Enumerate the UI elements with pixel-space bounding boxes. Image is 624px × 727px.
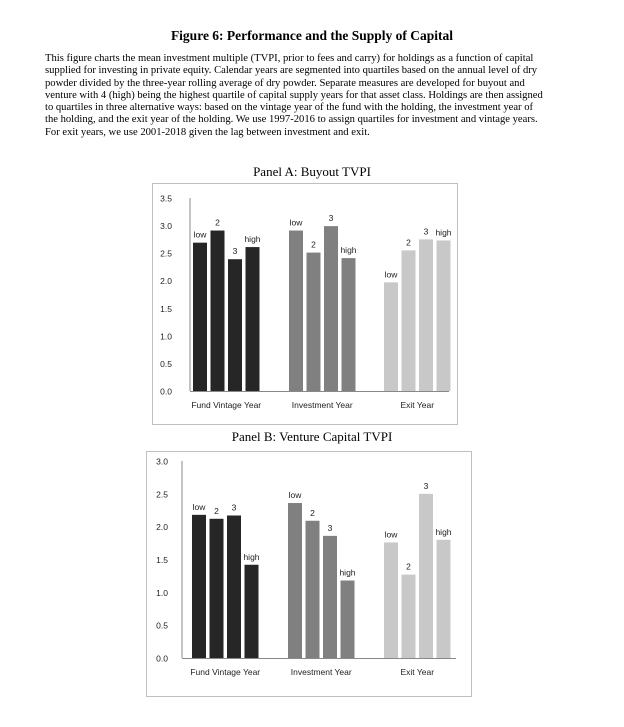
bar-exit-year-low — [384, 282, 398, 391]
x-category-label: Fund Vintage Year — [191, 400, 262, 410]
caption-line: venture with 4 (high) being the highest quartile of capital supply years for that asset class. Holdings are then assigned — [45, 89, 543, 101]
bar-exit-year-2 — [402, 250, 416, 391]
bar-fund-vintage-year-3 — [227, 516, 241, 658]
bar-data-label: low — [193, 229, 207, 240]
bar-investment-year-2 — [307, 253, 321, 391]
y-tick-label: 2.5 — [160, 248, 172, 259]
bar-data-label: low — [289, 217, 303, 228]
y-tick-label: 1.5 — [156, 555, 168, 565]
bar-fund-vintage-year-2 — [210, 519, 224, 658]
bar-data-label: 3 — [232, 246, 238, 257]
bar-investment-year-low — [289, 231, 303, 391]
bar-fund-vintage-year-high — [246, 247, 260, 391]
bar-data-label: high — [340, 245, 357, 256]
bar-investment-year-3 — [323, 536, 337, 658]
bar-data-label: high — [243, 551, 260, 562]
bar-data-label: 3 — [423, 226, 429, 237]
caption-line: For exit years, we use 2001-2018 given the lag between investment and exit. — [45, 126, 370, 138]
y-tick-label: 0.5 — [160, 358, 172, 369]
y-tick-label: 0.0 — [156, 653, 168, 664]
caption-line: the holding, and the exit year of the holding. We use 1997-2016 to assign quartiles for investment and vintage years. — [45, 114, 538, 126]
bar-data-label: 2 — [406, 561, 411, 572]
buyout-tvpi-chart — [0, 183, 624, 425]
x-category-label: Exit Year — [400, 667, 435, 677]
figure-caption — [45, 53, 593, 139]
bar-fund-vintage-year-3 — [228, 259, 242, 391]
caption-line: powder divided by the three-year rolling average of dry powder. Separate measures are developed for buyout and — [45, 77, 525, 89]
bar-exit-year-low — [384, 542, 398, 658]
y-tick-label: 2.0 — [160, 276, 172, 287]
caption-line: This figure charts the mean investment multiple (TVPI, prior to fees and carry) for holdings as a function of capital — [45, 53, 534, 64]
bar-fund-vintage-year-high — [245, 565, 259, 658]
bar-investment-year-high — [341, 581, 355, 658]
bar-data-label: 3 — [231, 502, 237, 513]
bar-data-label: low — [288, 490, 302, 501]
bar-exit-year-high — [437, 540, 451, 658]
x-category-label: Exit Year — [400, 400, 435, 410]
panel-b-title: Panel B: Venture Capital TVPI — [231, 429, 393, 444]
bar-data-label: 2 — [214, 505, 219, 516]
venture-capital-tvpi-chart — [0, 449, 624, 699]
caption-line: to quartiles in three alternative ways: based on the vintage year of the fund with the holding, the investment year of — [45, 102, 534, 114]
bar-data-label: 2 — [406, 237, 411, 248]
bar-investment-year-high — [342, 258, 356, 391]
bar-fund-vintage-year-2 — [211, 231, 225, 391]
bar-data-label: high — [435, 526, 452, 537]
bar-data-label: low — [384, 529, 398, 540]
y-tick-label: 0.0 — [160, 386, 172, 397]
y-tick-label: 2.5 — [156, 489, 168, 500]
bar-investment-year-3 — [324, 226, 338, 391]
y-tick-label: 1.0 — [160, 331, 172, 342]
bar-data-label: high — [435, 227, 452, 238]
bar-data-label: 3 — [423, 480, 429, 491]
y-tick-label: 3.0 — [160, 221, 172, 232]
bar-data-label: 2 — [310, 507, 315, 518]
y-tick-label: 3.5 — [160, 193, 172, 204]
bar-data-label: low — [192, 501, 206, 512]
panel-a-title: Panel A: Buyout TVPI — [253, 164, 371, 179]
bar-data-label: high — [244, 234, 261, 245]
bar-fund-vintage-year-low — [192, 515, 206, 658]
bar-data-label: 2 — [215, 217, 220, 228]
x-category-label: Fund Vintage Year — [190, 667, 261, 677]
y-tick-label: 0.5 — [156, 620, 168, 631]
y-tick-label: 1.5 — [160, 303, 172, 314]
bar-data-label: high — [339, 567, 356, 578]
figure-title: Figure 6: Performance and the Supply of Capital — [170, 28, 454, 43]
caption-line: supplied for investing in private equity. Calendar years are segmented into quartiles based on the annual level of dry — [45, 65, 538, 77]
bar-exit-year-2 — [402, 575, 416, 658]
y-tick-label: 2.0 — [156, 522, 168, 533]
bar-exit-year-3 — [419, 239, 433, 391]
bar-exit-year-3 — [419, 494, 433, 658]
bar-fund-vintage-year-low — [193, 243, 207, 391]
bar-data-label: 3 — [328, 213, 334, 224]
bar-data-label: 3 — [327, 522, 333, 533]
bar-investment-year-2 — [306, 521, 320, 658]
x-category-label: Investment Year — [291, 400, 353, 410]
bar-data-label: 2 — [311, 239, 316, 250]
y-tick-label: 1.0 — [156, 587, 168, 598]
bar-investment-year-low — [288, 503, 302, 658]
y-tick-label: 3.0 — [156, 456, 168, 467]
x-category-label: Investment Year — [290, 667, 352, 677]
bar-exit-year-high — [437, 240, 451, 391]
bar-data-label: low — [384, 269, 398, 280]
